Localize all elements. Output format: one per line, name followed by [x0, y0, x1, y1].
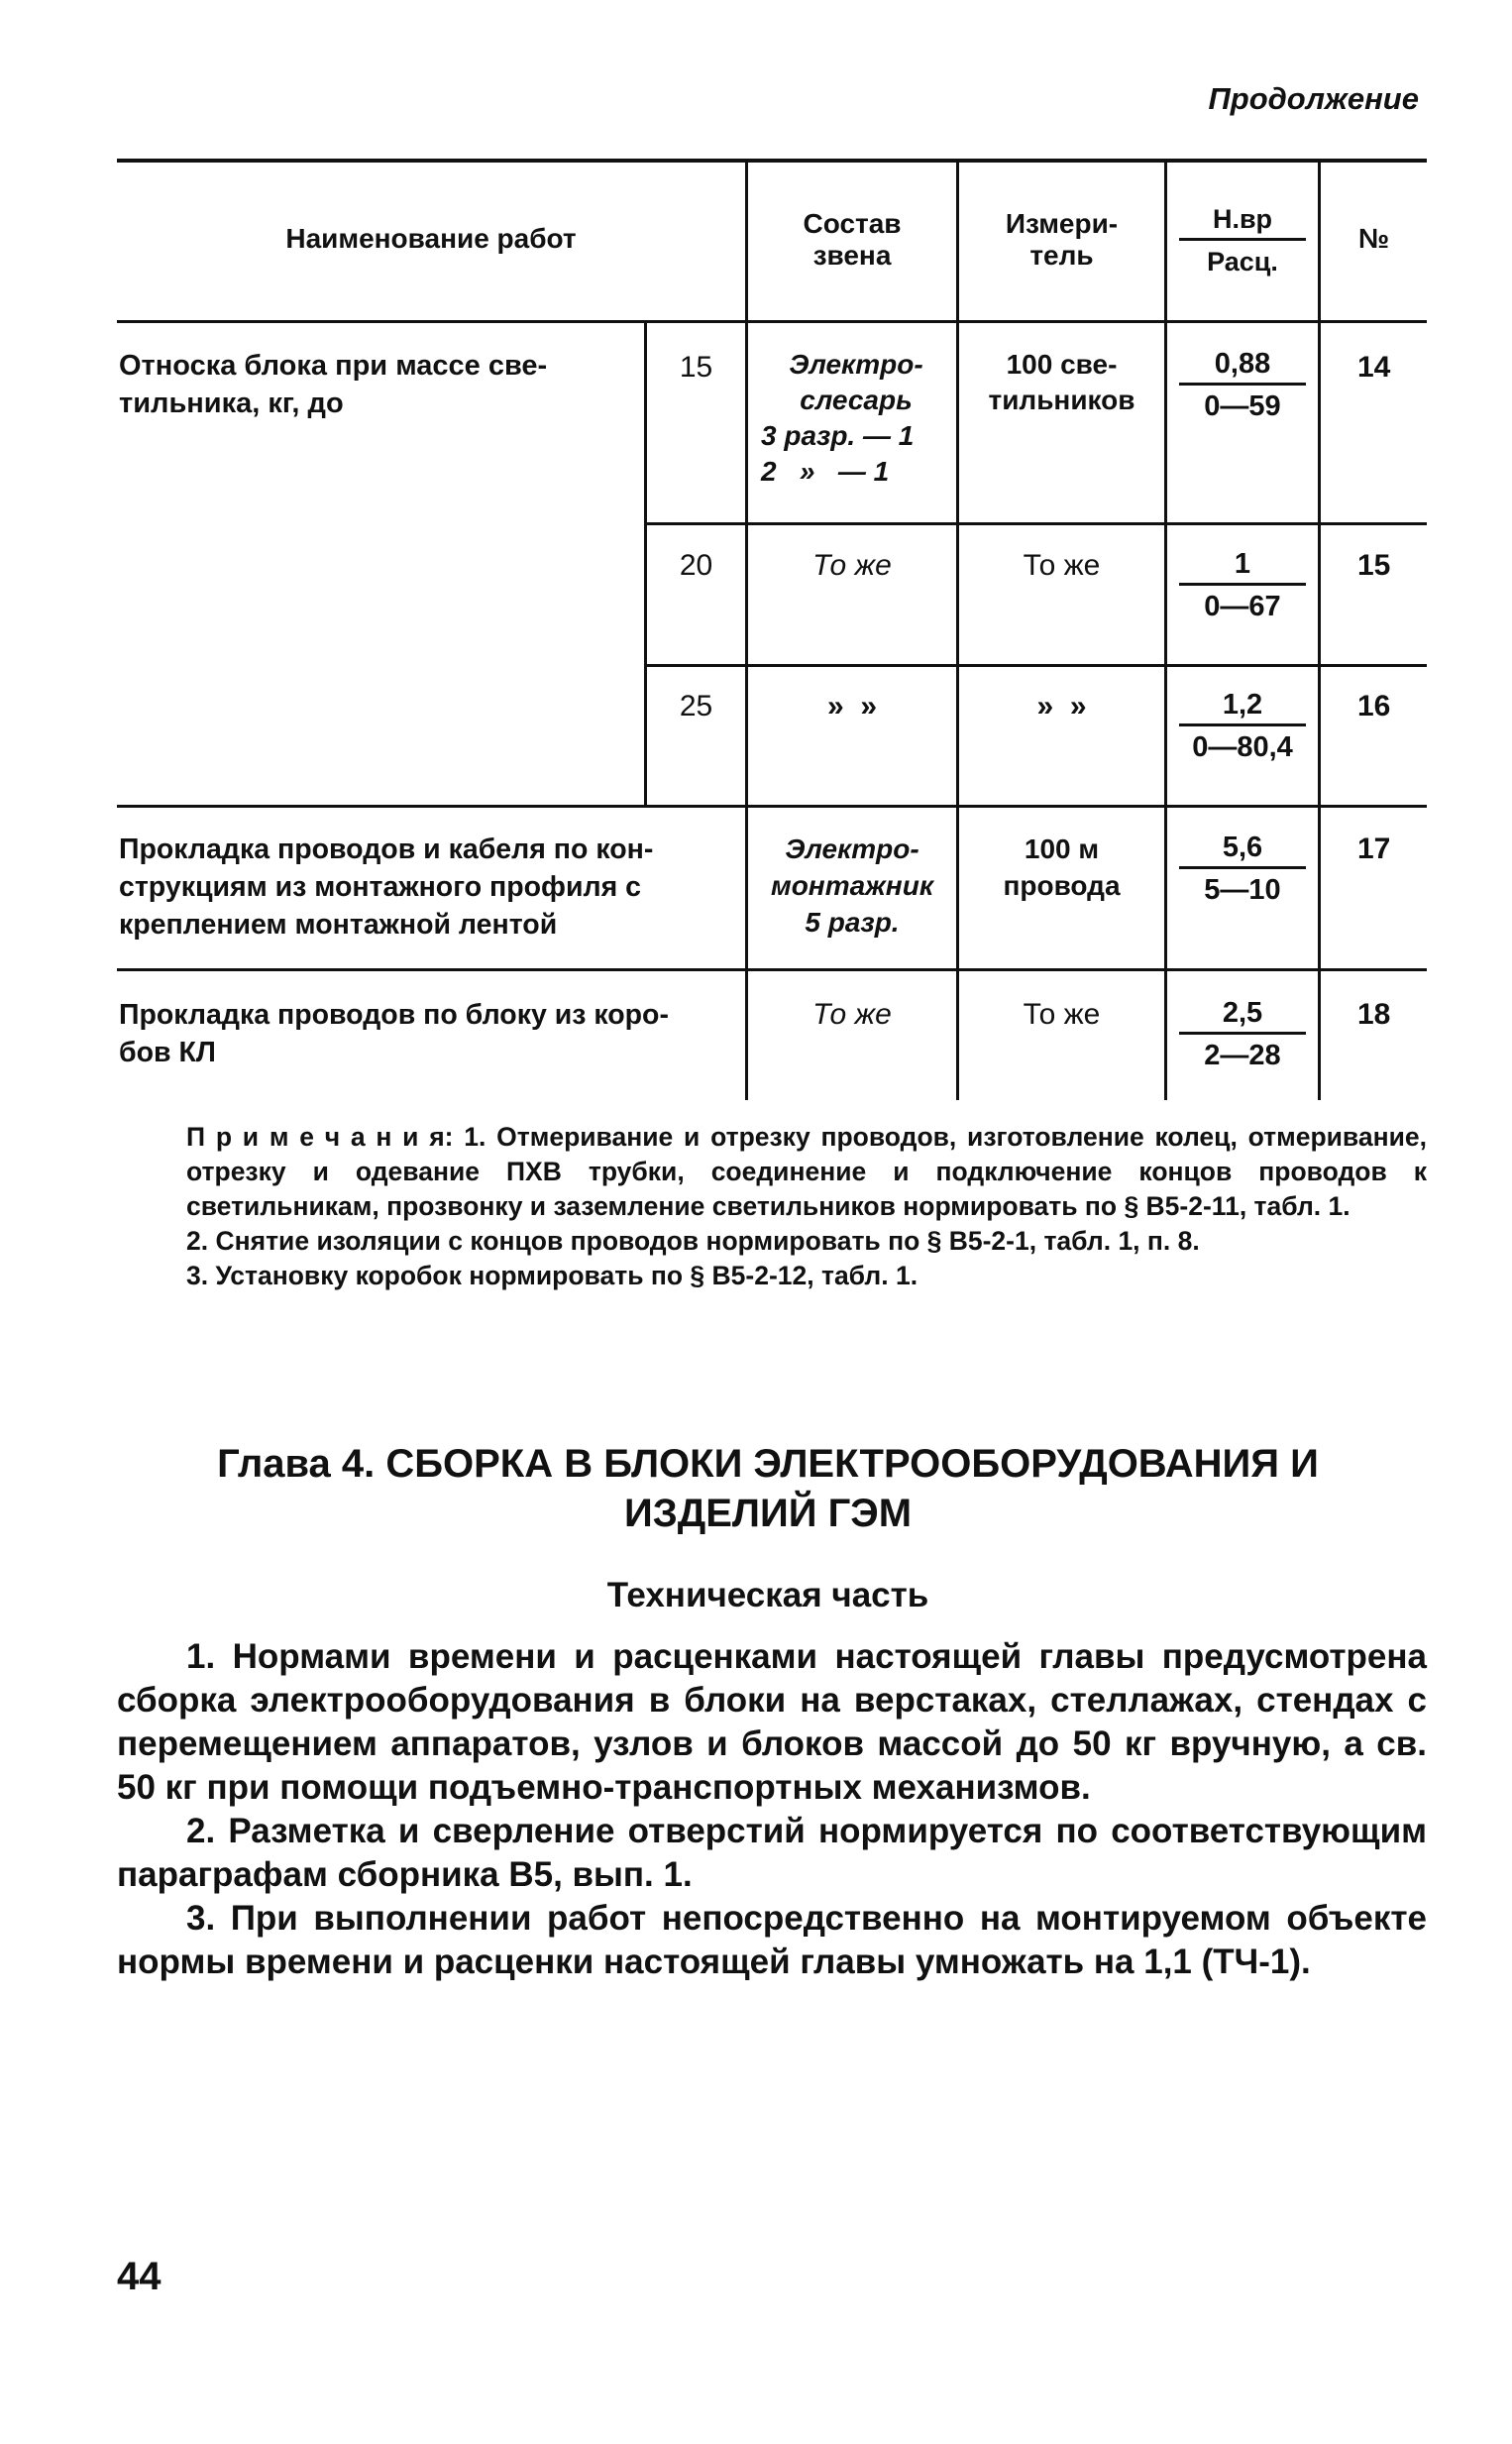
row-18-number: 18: [1357, 998, 1391, 1031]
body-text: [117, 1635, 1427, 1984]
col-rule: [745, 159, 748, 1100]
fraction-bar: [1179, 383, 1306, 386]
row-17-number: 17: [1357, 833, 1391, 865]
chapter-title-line: Глава 4. СБОРКА В БЛОКИ ЭЛЕКТРООБОРУДОВАНИЯ И: [217, 1442, 1319, 1486]
crew-line: монтажник: [770, 870, 934, 901]
norm-value: 5,6: [1222, 832, 1263, 863]
table-notes: [117, 1120, 1427, 1293]
header-number: №: [1357, 223, 1390, 254]
header-norm: Н.вр: [1212, 204, 1273, 234]
crew-line: 3 разр. — 1: [761, 420, 915, 451]
name-line: бов КЛ: [119, 1037, 216, 1068]
row-17-name: [119, 831, 743, 944]
row-14-name: [119, 347, 634, 422]
crew-line: Электро-: [789, 349, 923, 380]
crew-line: Электро-: [785, 833, 919, 864]
table-header-rule: [117, 320, 1427, 323]
fraction-bar: [1179, 723, 1306, 726]
note-3: 3. Установку коробок нормировать по § В5-2-12, табл. 1.: [186, 1261, 918, 1290]
table-top-rule: [117, 159, 1427, 163]
row-17-unit: [959, 831, 1164, 904]
paragraph: 2. Разметка и сверление отверстий нормируется по соответствующим параграфам сборника В5, вып. 1.: [117, 1812, 1427, 1894]
header-name: Наименование работ: [285, 223, 577, 254]
header-norm-rate: [1167, 202, 1318, 278]
rate-value: 0—80,4: [1192, 731, 1293, 763]
row-14-crew: [761, 347, 951, 490]
row-rule: [117, 805, 1427, 808]
row-14-mass: 15: [679, 351, 713, 384]
header-crew-line: звена: [812, 240, 892, 271]
unit-line: тильников: [988, 385, 1135, 415]
header-unit-line: тель: [1029, 240, 1094, 271]
name-line: Прокладка проводов по блоку из коро-: [119, 999, 669, 1031]
unit-line: 100 м: [1024, 833, 1100, 864]
fraction-bar: [1179, 1032, 1306, 1035]
unit-line: провода: [1003, 870, 1121, 901]
name-line: Относка блока при массе све-: [119, 350, 548, 382]
header-rate: Расц.: [1207, 247, 1278, 277]
norm-value: 1,2: [1222, 689, 1263, 721]
row-17-norm: [1167, 831, 1318, 907]
row-16-crew: » »: [826, 690, 878, 722]
norm-value: 1: [1234, 548, 1251, 580]
row-18-norm: [1167, 996, 1318, 1072]
col-rule: [1164, 159, 1167, 1100]
col-rule: [1318, 159, 1321, 1100]
rate-value: 2—28: [1204, 1040, 1281, 1071]
fraction-bar: [1179, 583, 1306, 586]
row-17-crew: [748, 831, 956, 941]
row-rule: [117, 968, 1427, 971]
row-15-norm: [1167, 547, 1318, 623]
row-18-name: [119, 996, 743, 1071]
row-16-norm: [1167, 688, 1318, 764]
rate-value: 0—59: [1204, 390, 1281, 422]
paragraph: 1. Нормами времени и расценками настоящей главы предусмотрена сборка электрооборудования в блоки на верстаках, стеллажах, стендах с перемещением аппаратов, узлов и блоков массой до 50 кг вручную, а св. 50 кг при помощи подъемно-транспортных механизмов.: [117, 1637, 1427, 1807]
paragraph: 3. При выполнении работ непосредственно на монтируемом объекте нормы времени и расценки настоящей главы умножать на 1,1 (ТЧ-1).: [117, 1899, 1427, 1981]
rate-value: 0—67: [1204, 591, 1281, 622]
row-rule: [644, 522, 1427, 525]
row-18-unit: То же: [1023, 998, 1101, 1031]
norm-value: 0,88: [1214, 348, 1271, 380]
page-number: 44: [117, 2255, 162, 2298]
chapter-title-line: ИЗДЕЛИЙ ГЭМ: [623, 1492, 913, 1535]
row-14-norm: [1167, 347, 1318, 423]
col-rule: [956, 159, 959, 1100]
header-unit: [959, 208, 1164, 272]
name-line: Прокладка проводов и кабеля по кон-: [119, 833, 654, 865]
header-unit-line: Измери-: [1005, 208, 1119, 239]
section-subtitle: Техническая часть: [606, 1576, 929, 1614]
row-14-unit: [959, 347, 1164, 418]
fraction-bar: [1179, 238, 1306, 241]
crew-line: 2 » — 1: [761, 456, 890, 487]
rate-value: 5—10: [1204, 874, 1281, 906]
name-line: струкциям из монтажного профиля с: [119, 871, 642, 903]
row-14-number: 14: [1357, 351, 1391, 384]
crew-line: слесарь: [800, 385, 913, 415]
row-15-mass: 20: [679, 549, 713, 582]
continuation-label: Продолжение: [1208, 81, 1419, 116]
unit-line: 100 све-: [1006, 349, 1118, 380]
name-line: креплением монтажной лентой: [119, 909, 558, 941]
row-15-number: 15: [1357, 549, 1391, 582]
crew-line: 5 разр.: [805, 907, 900, 938]
row-15-crew: То же: [812, 549, 892, 582]
row-18-crew: То же: [812, 998, 892, 1031]
chapter-title: [109, 1439, 1427, 1538]
row-16-unit: » »: [1036, 690, 1087, 722]
fraction-bar: [1179, 866, 1306, 869]
row-15-unit: То же: [1023, 549, 1101, 582]
norm-value: 2,5: [1222, 997, 1263, 1029]
name-line: тильника, кг, до: [119, 388, 344, 419]
header-crew-line: Состав: [803, 208, 902, 239]
row-16-number: 16: [1357, 690, 1391, 722]
row-rule: [644, 664, 1427, 667]
note-2: 2. Снятие изоляции с концов проводов нормировать по § В5-2-1, табл. 1, п. 8.: [186, 1226, 1200, 1256]
note-1: П р и м е ч а н и я: 1. Отмеривание и отрезку проводов, изготовление колец, отмеривание, отрезку и одевание ПХВ трубки, соединение и подключение концов проводов к светильникам, прозвонку и заземление светильников нормировать по § В5-2-11, табл. 1.: [186, 1122, 1427, 1221]
header-crew: [748, 208, 956, 272]
row-16-mass: 25: [679, 690, 713, 722]
